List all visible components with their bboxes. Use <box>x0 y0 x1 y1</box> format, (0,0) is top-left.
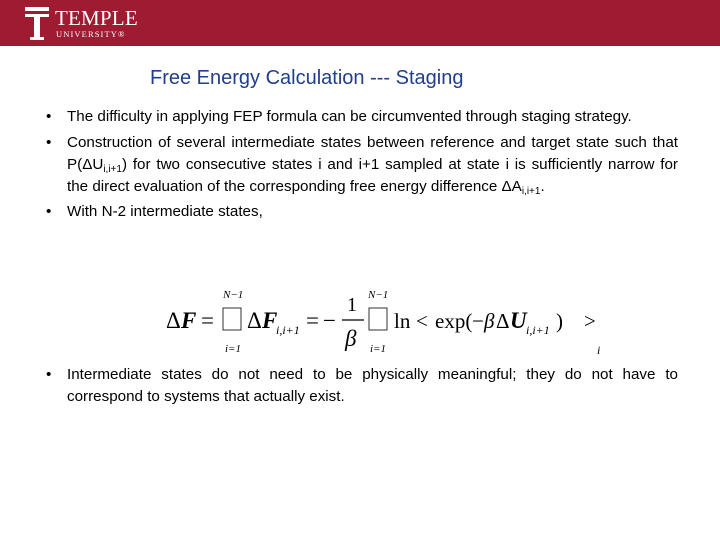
eq-fraction-denominator: β <box>345 326 357 351</box>
eq-right-angle: > <box>584 309 596 333</box>
bullet-marker: • <box>46 134 52 151</box>
eq-delta: Δ <box>496 309 510 333</box>
logo-subtitle: UNIVERSITY® <box>56 29 126 39</box>
bullet-item <box>46 364 678 408</box>
eq-exp: exp( <box>435 309 473 333</box>
eq-close-paren: ) <box>556 309 563 333</box>
eq-lower-limit: i=1 <box>370 343 386 355</box>
header-bar <box>0 0 720 46</box>
eq-upper-limit: N−1 <box>368 289 389 301</box>
eq-F-subscript: i,i+1 <box>276 323 300 337</box>
eq-left-angle: < <box>416 309 428 333</box>
bullet-text: With N-2 intermediate states, <box>67 203 263 220</box>
bullet-item <box>46 106 678 128</box>
eq-average-subscript: i <box>597 343 601 357</box>
logo-wordmark: TEMPLE <box>55 6 138 30</box>
bullet-text <box>67 132 678 198</box>
sum-placeholder-icon <box>223 308 241 330</box>
bullet-text-part: ) for two consecutive states i and i+1 sampled at state i is sufficiently narrow for the direct evaluation of the corresponding free energy difference ΔA <box>67 156 678 195</box>
eq-minus: − <box>472 309 484 333</box>
bullet-marker: • <box>46 203 52 220</box>
bullet-text: Intermediate states do not need to be physically meaningful; they do not have to correspond to systems that actually exist. <box>67 366 678 405</box>
sum-placeholder-icon <box>369 308 387 330</box>
bullet-list <box>46 106 678 223</box>
subscript: i,i+1 <box>521 186 541 197</box>
eq-F: F <box>181 308 197 333</box>
free-energy-equation <box>166 284 616 360</box>
slide-title: Free Energy Calculation --- Staging <box>150 67 464 89</box>
eq-ln: ln <box>394 309 411 333</box>
bullet-text-part: Construction of several intermediate states between reference and target state such that P(ΔU <box>67 134 678 173</box>
eq-F: F <box>262 308 278 333</box>
eq-minus: − <box>323 308 336 333</box>
eq-delta: Δ <box>166 308 181 333</box>
temple-t-icon <box>24 5 50 41</box>
eq-equals: = <box>201 308 214 333</box>
eq-beta: β <box>484 309 495 333</box>
eq-U: U <box>510 308 527 333</box>
bullet-text-part: . <box>540 178 545 195</box>
bullet-item <box>46 201 678 223</box>
eq-fraction-numerator: 1 <box>347 294 357 316</box>
equation-svg <box>166 284 616 360</box>
subscript: i,i+1 <box>103 164 122 175</box>
eq-equals: = <box>306 308 319 333</box>
eq-U-subscript: i,i+1 <box>526 323 550 337</box>
bullet-marker: • <box>46 366 52 383</box>
bullet-marker: • <box>46 108 52 125</box>
bullet-text: The difficulty in applying FEP formula can be circumvented through staging strategy. <box>67 108 632 125</box>
eq-lower-limit: i=1 <box>225 343 241 355</box>
eq-upper-limit: N−1 <box>223 289 244 301</box>
bullet-item <box>46 132 678 198</box>
eq-delta: Δ <box>247 308 262 333</box>
temple-logo <box>24 5 174 43</box>
